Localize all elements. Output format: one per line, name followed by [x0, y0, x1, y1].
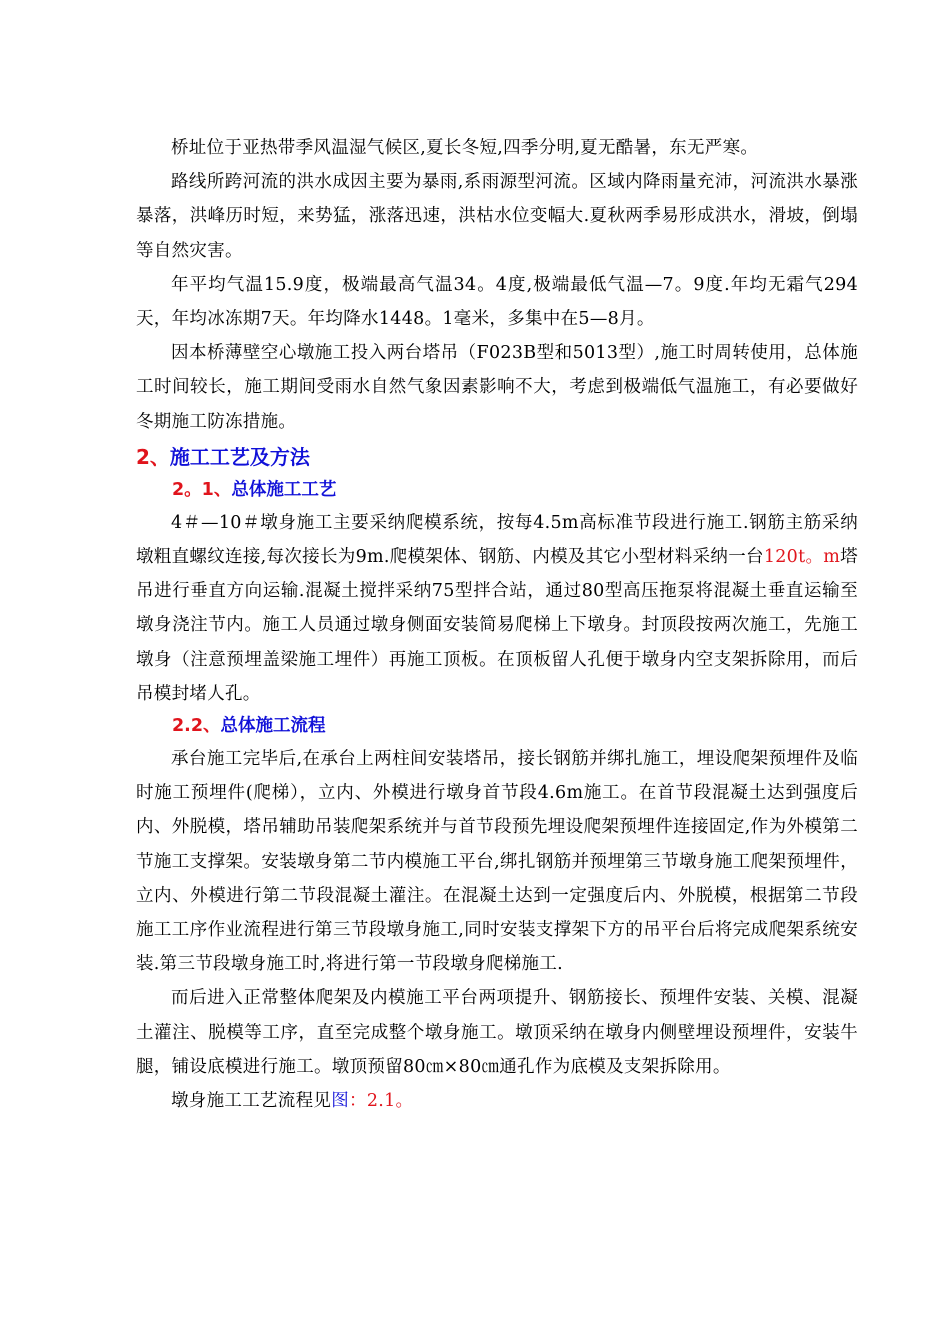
- climate-paragraph: 桥址位于亚热带季风温湿气候区,夏长冬短,四季分明,夏无酷暑，东无严寒。: [171, 138, 759, 158]
- section-heading: [136, 439, 858, 475]
- flow-paragraph: 承台施工完毕后,在承台上两柱间安装塔吊，接长钢筋并绑扎施工，埋设爬架预埋件及临时施工预埋件(爬梯），立内、外模进行墩身首节段4.6m施工。在首节段混凝土达到强度后内、外脱模，塔吊辅助吊装爬架系统并与首节段预先埋设爬架预埋件连接固定,作为外模第二节施工支撑架。安装墩身第二节内模施工平台,绑扎钢筋并预埋第三节墩身施工爬架预埋件，立内、外模进行第二节段混凝土灌注。在混凝土达到一定强度后内、外脱模，根据第二节段施工工序作业流程进行第三节段墩身施工,同时安装支撑架下方的吊平台后将完成爬架系统安装.第三节段墩身施工时,将进行第一节段墩身爬梯施工.: [136, 749, 858, 975]
- crane-spec-highlight: 120t。m: [763, 547, 841, 568]
- flood-paragraph: 路线所跨河流的洪水成因主要为暴雨,系雨源型河流。区域内降雨量充沛，河流洪水暴涨暴落，洪峰历时短，来势猛，涨落迅速，洪枯水位变幅大.夏秋两季易形成洪水，滑坡，倒塌等自然灾害。: [136, 172, 858, 261]
- section-number: 2、: [136, 444, 170, 469]
- subsection-number: 2。1、: [172, 479, 232, 500]
- normal-climbing-paragraph: 而后进入正常整体爬架及内模施工平台两项提升、钢筋接长、预埋件安装、关模、混凝土灌注、脱模等工序，直至完成整个墩身施工。墩顶采纳在墩身内侧壁埋设预埋件，安装牛腿，铺设底模进行施工。墩顶预留80㎝×80㎝通孔作为底模及支架拆除用。: [136, 988, 858, 1077]
- figure-reference-paragraph: [136, 1084, 858, 1118]
- figure-link[interactable]: 图: [331, 1091, 350, 1112]
- winter-measures-paragraph: 因本桥薄壁空心墩施工投入两台塔吊（F023B型和5013型）,施工时周转使用，总体施工时间较长，施工期间受雨水自然气象因素影响不大，考虑到极端低气温施工，有必要做好冬期施工防冻措施。: [136, 343, 858, 432]
- subsection-title: 总体施工流程: [220, 716, 326, 737]
- figure-number: ：2.1。: [349, 1091, 414, 1112]
- subsection-number: 2.2、: [172, 716, 221, 737]
- subsection-heading-flow: [136, 711, 858, 742]
- figure-reference-text: 墩身施工工艺流程见: [171, 1091, 332, 1112]
- section-title: 施工工艺及方法: [169, 444, 310, 469]
- temperature-paragraph: 年平均气温15.9度，极端最高气温34。4度,极端最低气温—7。9度.年均无霜气294天，年均冰冻期7天。年均降水1448。1毫米，多集中在5—8月。: [136, 274, 858, 330]
- subsection-title: 总体施工工艺: [231, 479, 337, 500]
- subsection-heading-process: [136, 475, 858, 506]
- process-paragraph: [136, 506, 858, 711]
- process-text-part2: 塔吊进行垂直方向运输.混凝土搅拌采纳75型拌合站，通过80型高压拖泵将混凝土垂直运输至墩身浇注节内。施工人员通过墩身侧面安装简易爬梯上下墩身。封顶段按两次施工，先施工墩身（注意预埋盖梁施工埋件）再施工顶板。在顶板留人孔便于墩身内空支架拆除用，而后吊模封堵人孔。: [136, 547, 858, 704]
- process-text-part1: 4＃—10＃墩身施工主要采纳爬模系统，按每4.5m高标准节段进行施工.钢筋主筋采纳墩粗直螺纹连接,每次接长为9m.爬模架体、钢筋、内模及其它小型材料采纳一台: [136, 512, 858, 568]
- document-page: [136, 131, 858, 1118]
